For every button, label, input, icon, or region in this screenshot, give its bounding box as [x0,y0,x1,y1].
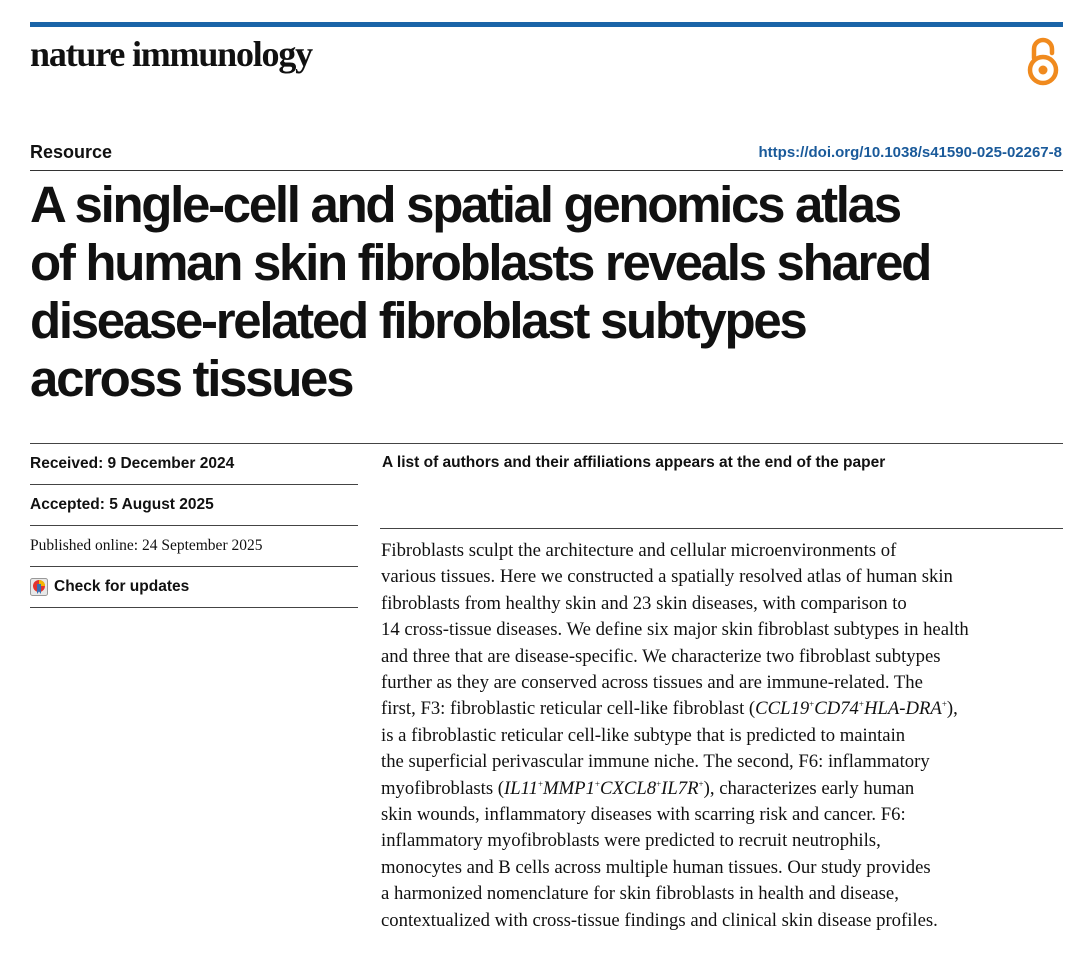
abstract-line: contextualized with cross-tissue findings and clinical skin disease profiles. [381,909,938,931]
crossmark-icon [30,578,48,596]
title-line: A single-cell and spatial genomics atlas [30,176,900,233]
abstract-line-genes-f6: myofibroblasts (IL11+MMP1+CXCL8+IL7R+), characterizes early human [381,777,915,799]
abstract-line: various tissues. Here we constructed a spatially resolved atlas of human skin [381,566,953,588]
article-type: Resource [30,142,113,162]
abstract-line: monocytes and B cells across multiple human tissues. Our study provides [381,856,931,878]
gene-il7r: IL7R [661,777,699,799]
abstract-line: skin wounds, inflammatory diseases with scarring risk and cancer. F6: [381,804,906,826]
journal-name[interactable]: nature immunology [30,34,312,74]
abstract-line: the superficial perivascular immune niche. The second, F6: inflammatory [381,751,930,773]
abstract-divider [380,528,1063,529]
check-for-updates-label: Check for updates [54,578,190,595]
header-divider [30,170,1063,171]
check-for-updates-button[interactable] [30,567,358,608]
gene-ccl19: CCL19 [755,698,810,720]
gene-mmp1: MMP1 [543,777,595,799]
gene-hla-dra: HLA-DRA [863,698,942,720]
journal-accent-bar [30,22,1063,27]
title-line: disease-related fibroblast subtypes [30,292,806,349]
abstract-line: is a fibroblastic reticular cell-like subtype that is predicted to maintain [381,724,906,746]
open-access-lock-icon [1026,36,1060,88]
gene-il11: IL11 [504,777,538,799]
abstract-line: further as they are conserved across tissues and are immune-related. The [381,672,923,694]
gene-cxcl8: CXCL8 [600,777,657,799]
doi-link[interactable]: https://doi.org/10.1038/s41590-025-02267-8 [758,144,1062,161]
abstract-line: inflammatory myofibroblasts were predicted to recruit neutrophils, [381,830,881,852]
title-line: across tissues [30,350,353,407]
abstract-line: Fibroblasts sculpt the architecture and cellular microenvironments of [381,540,897,561]
article-meta [30,444,358,608]
abstract-line: fibroblasts from healthy skin and 23 skin diseases, with comparison to [381,592,907,614]
abstract-line: 14 cross-tissue diseases. We define six major skin fibroblast subtypes in health [381,619,969,641]
article-title [30,176,1060,408]
authors-note[interactable]: A list of authors and their affiliations appears at the end of the paper [382,454,886,471]
abstract-line-genes-f3: first, F3: fibroblastic reticular cell-like fibroblast (CCL19+CD74+HLA-DRA+), [381,698,958,720]
abstract-line: a harmonized nomenclature for skin fibroblasts in health and disease, [381,883,899,905]
published-date: Published online: 24 September 2025 [30,526,358,567]
received-date: Received: 9 December 2024 [30,444,358,485]
title-line: of human skin fibroblasts reveals shared [30,234,930,291]
abstract-line: and three that are disease-specific. We characterize two fibroblast subtypes [381,645,941,667]
accepted-date: Accepted: 5 August 2025 [30,485,358,526]
abstract [381,538,1071,934]
gene-cd74: CD74 [814,698,859,720]
